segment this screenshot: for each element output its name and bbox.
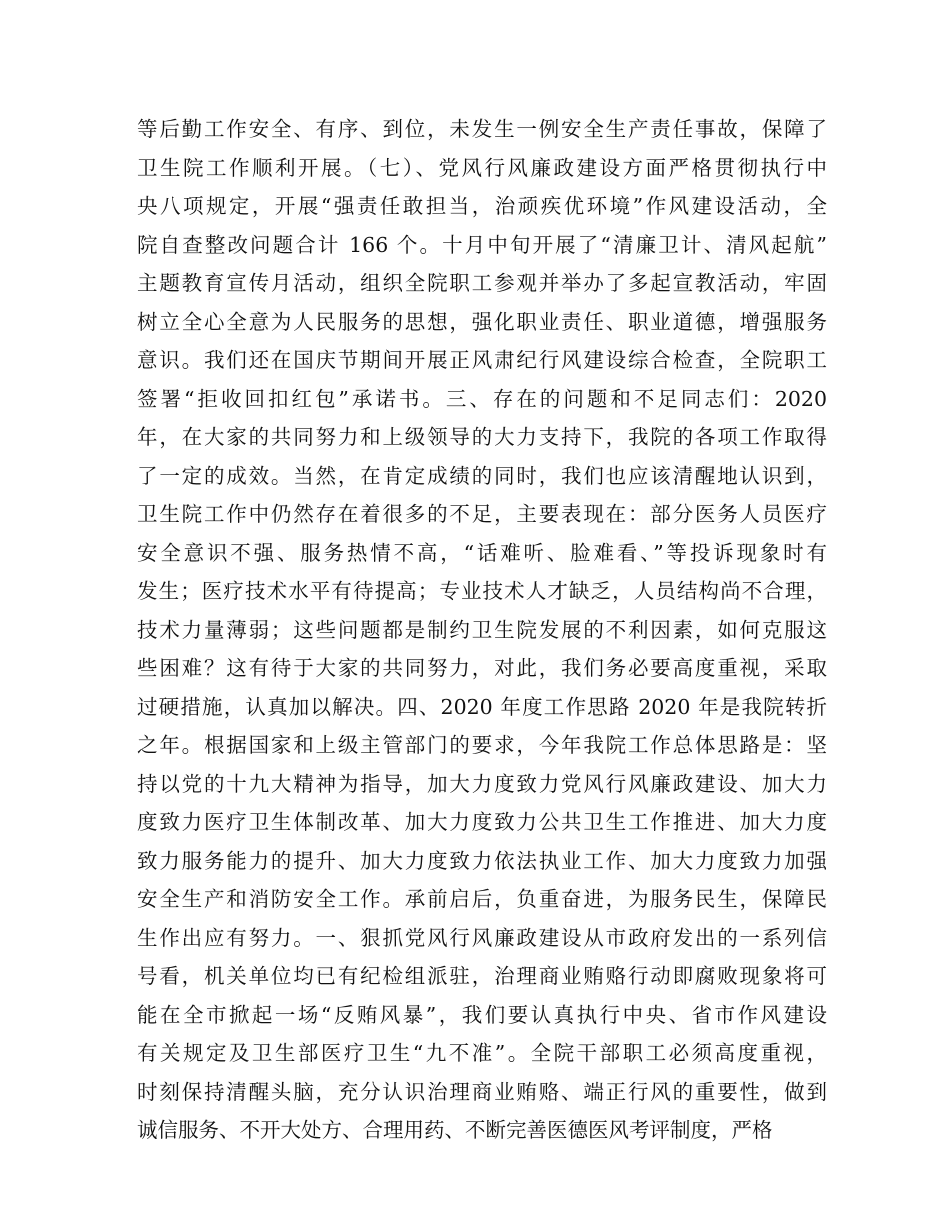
text-line: 央八项规定，开展“强责任敢担当，治顽疾优环境”作风建设活动，全 — [137, 194, 827, 218]
text-line: 有关规定及卫生部医疗卫生“九不准”。全院干部职工必须高度重视， — [137, 1041, 827, 1065]
body-text — [137, 110, 827, 1150]
text-line: 卫生院工作顺利开展。（七）、党风行风廉政建设方面严格贯彻执行中 — [137, 155, 827, 180]
text-line: 签署“拒收回扣红包”承诺书。三、存在的问题和不足同志们：2020 — [137, 386, 827, 411]
text-line: 时刻保持清醒头脑，充分认识治理商业贿赂、端正行风的重要性，做到 — [137, 1079, 827, 1104]
text-line: 技术力量薄弱；这些问题都是制约卫生院发展的不利因素，如何克服这 — [137, 617, 827, 642]
text-line: 些困难？这有待于大家的共同努力，对此，我们务必要高度重视，采取 — [137, 656, 827, 680]
text-line: 致力服务能力的提升、加大力度致力依法执业工作、加大力度致力加强 — [137, 848, 827, 873]
text-line: 发生；医疗技术水平有待提高；专业技术人才缺乏，人员结构尚不合理， — [137, 579, 827, 603]
text-line: 等后勤工作安全、有序、到位，未发生一例安全生产责任事故，保障了 — [137, 117, 827, 141]
text-line: 之年。根据国家和上级主管部门的要求，今年我院工作总体思路是：坚 — [137, 733, 827, 757]
text-line: 年，在大家的共同努力和上级领导的大力支持下，我院的各项工作取得 — [137, 425, 827, 449]
text-line: 诚信服务、不开大处方、合理用药、不断完善医德医风考评制度，严格 — [137, 1118, 773, 1142]
text-line: 院自查整改问题合计 166 个。十月中旬开展了“清廉卫计、清风起航” — [137, 232, 827, 257]
text-line: 生作出应有努力。一、狠抓党风行风廉政建设从市政府发出的一系列信 — [137, 925, 827, 950]
text-line: 能在全市掀起一场“反贿风暴”，我们要认真执行中央、省市作风建设 — [137, 1002, 827, 1027]
text-line: 了一定的成效。当然，在肯定成绩的同时，我们也应该清醒地认识到， — [137, 463, 827, 488]
text-line: 持以党的十九大精神为指导，加大力度致力党风行风廉政建设、加大力 — [137, 771, 827, 796]
text-line: 过硬措施，认真加以解决。四、2020 年度工作思路 2020 年是我院转折 — [137, 694, 827, 719]
text-line: 意识。我们还在国庆节期间开展正风肃纪行风建设综合检查，全院职工 — [137, 348, 827, 372]
text-line: 树立全心全意为人民服务的思想，强化职业责任、职业道德，增强服务 — [137, 309, 827, 334]
text-line: 度致力医疗卫生体制改革、加大力度致力公共卫生工作推进、加大力度 — [137, 810, 827, 834]
text-line: 主题教育宣传月活动，组织全院职工参观并举办了多起宣教活动，牢固 — [137, 271, 827, 295]
text-line: 安全生产和消防安全工作。承前启后，负重奋进，为服务民生，保障民 — [137, 887, 827, 911]
text-line: 卫生院工作中仍然存在着很多的不足，主要表现在：部分医务人员医疗 — [137, 502, 827, 526]
text-line: 安全意识不强、服务热情不高，“话难听、脸难看、”等投诉现象时有 — [137, 540, 827, 565]
text-line: 号看，机关单位均已有纪检组派驻，治理商业贿赂行动即腐败现象将可 — [137, 964, 827, 988]
